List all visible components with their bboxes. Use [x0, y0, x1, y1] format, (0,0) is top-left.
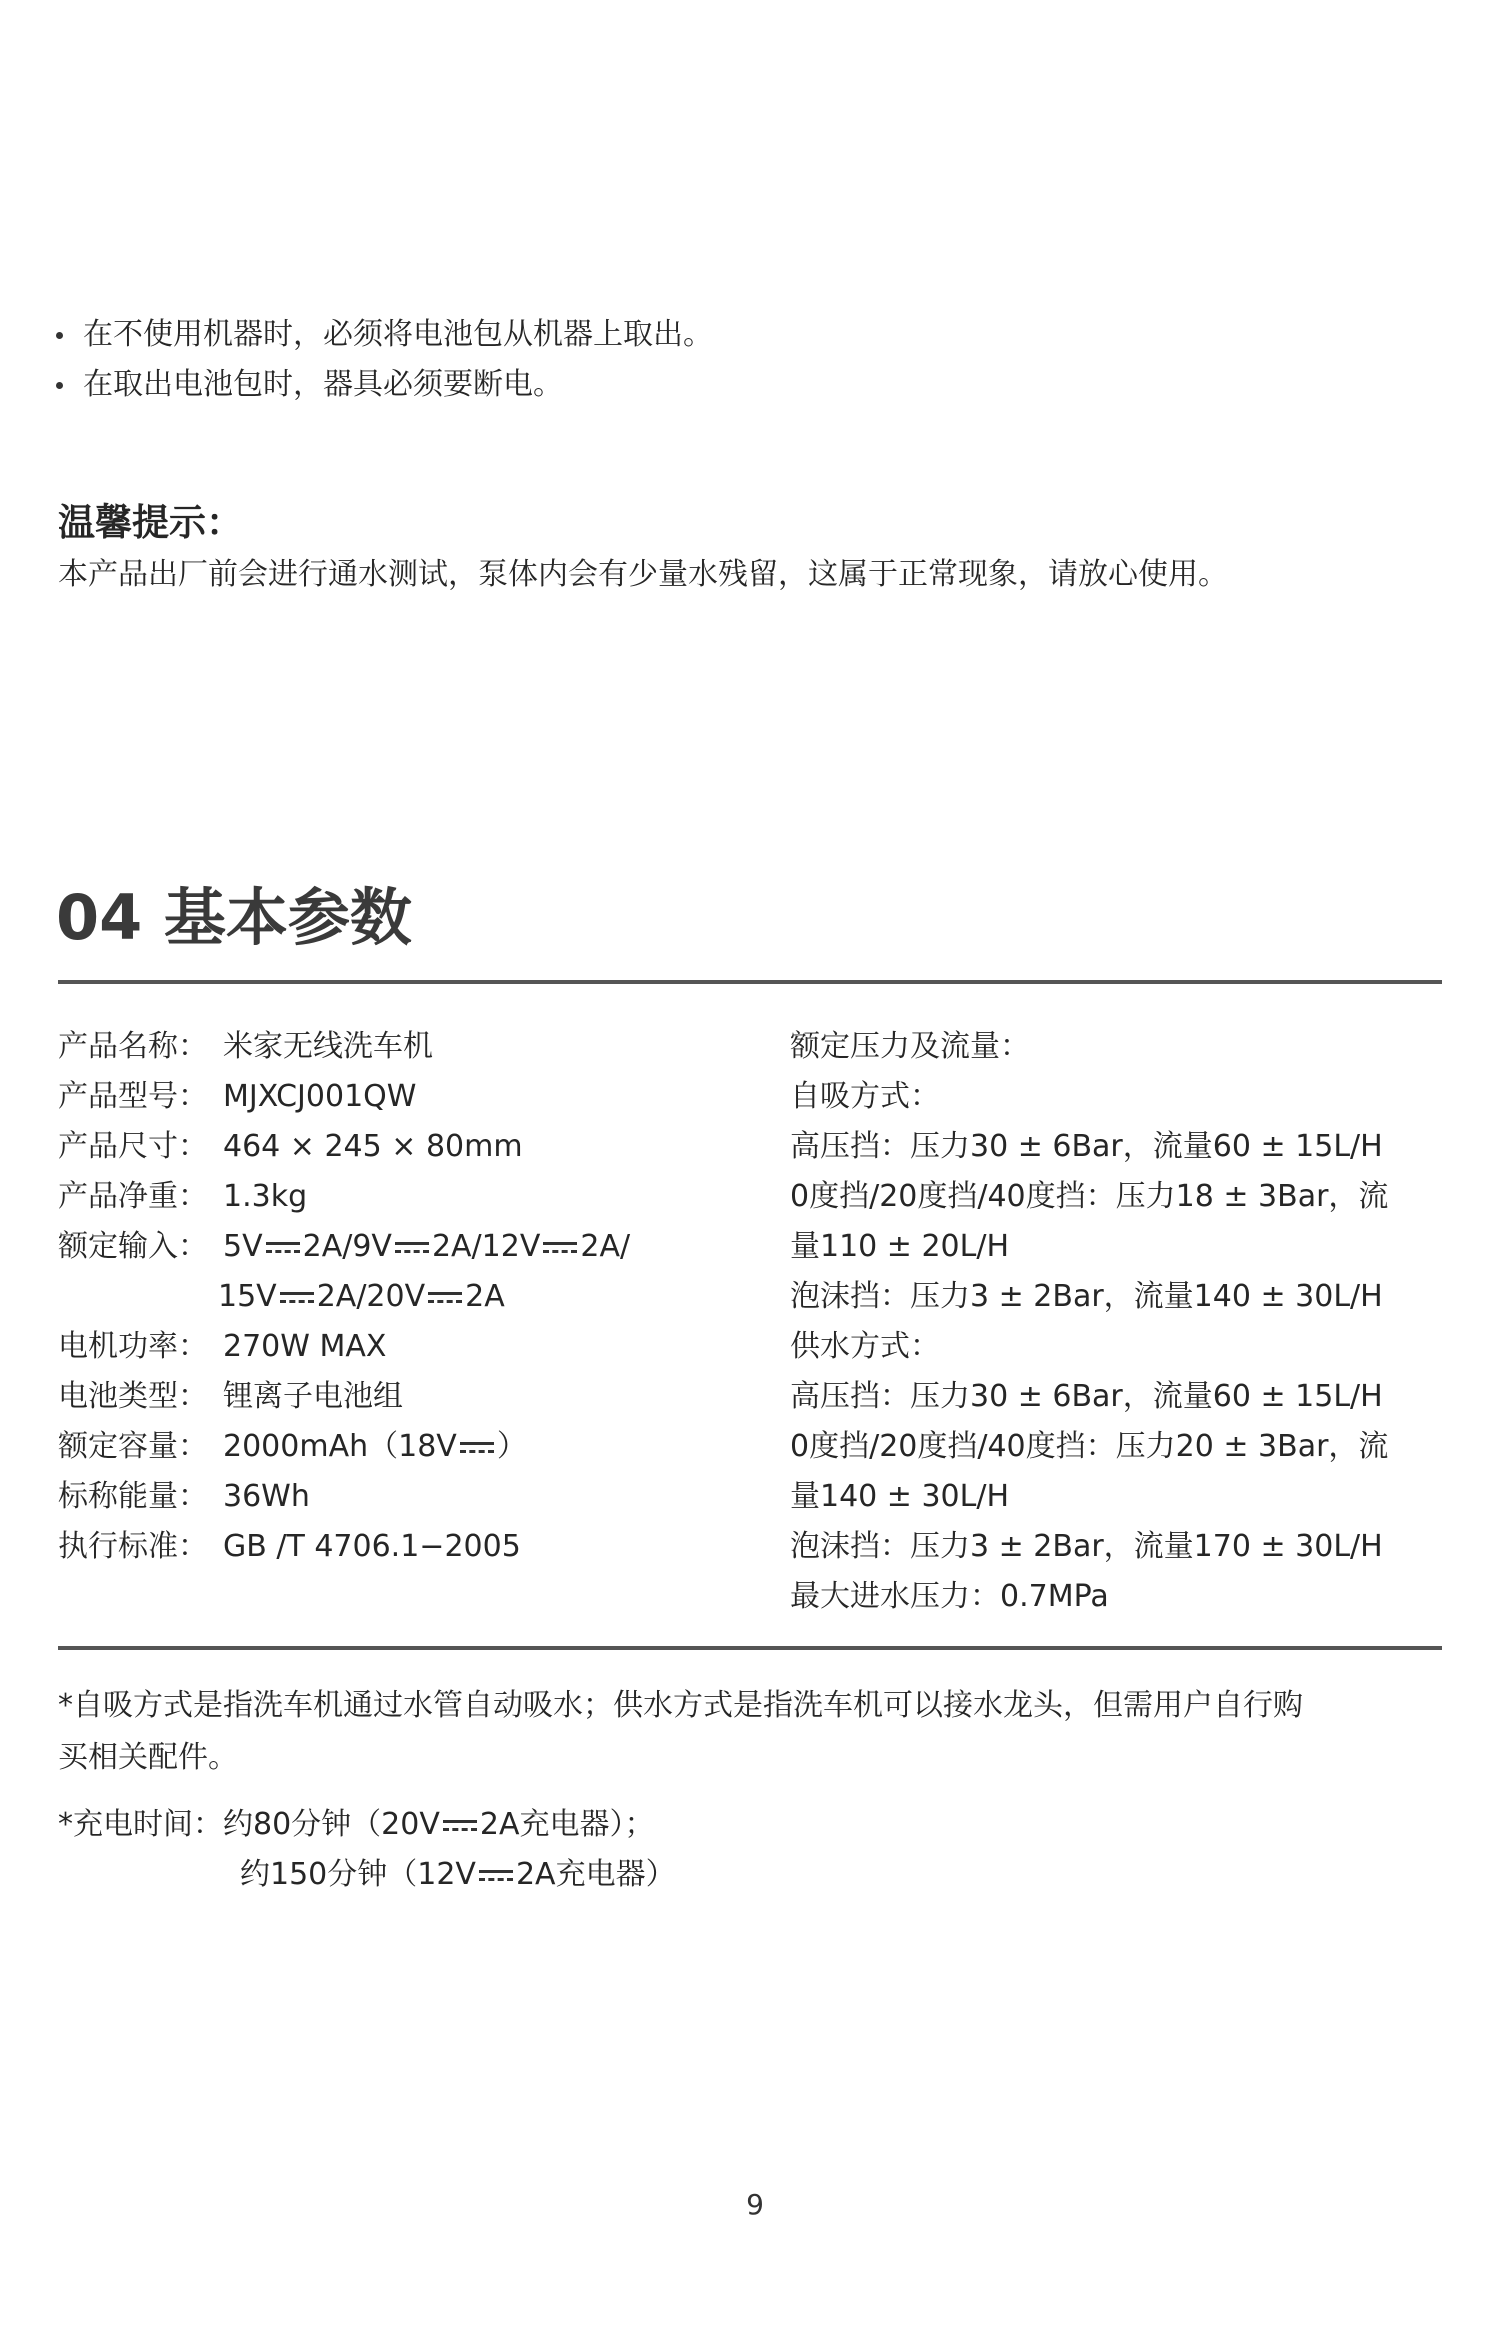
spec-value: 1.3kg: [223, 1179, 308, 1214]
bottom-divider: [58, 1646, 1442, 1650]
top-divider: [58, 980, 1442, 984]
spec-label: 执行标准：: [58, 1529, 208, 1564]
spec-value: 2A/: [580, 1229, 631, 1264]
spec-row-input: [58, 1222, 630, 1272]
spec-label: 额定输入：: [58, 1229, 208, 1264]
spec-row-standard: [58, 1522, 630, 1572]
dc-symbol-icon: [266, 1236, 300, 1258]
charge-value: 2A充电器）；: [479, 1807, 655, 1842]
spec-line: 泡沫挡：压力3 ± 2Bar，流量170 ± 30L/H: [790, 1529, 1383, 1564]
spec-label: 产品名称：: [58, 1029, 208, 1064]
spec-label: 标称能量：: [58, 1479, 208, 1514]
spec-value: 2000mAh（18V: [223, 1429, 457, 1464]
spec-row-model: [58, 1072, 630, 1122]
spec-label: 产品尺寸：: [58, 1129, 208, 1164]
page-number: 9: [746, 2188, 764, 2221]
bullet-item: [56, 310, 713, 360]
spec-row-power: [58, 1322, 630, 1372]
spec-row-energy: [58, 1472, 630, 1522]
spec-row-weight: [58, 1172, 630, 1222]
spec-line: 量140 ± 30L/H: [790, 1479, 1010, 1514]
charge-row: [58, 1850, 676, 1900]
charge-label: *充电时间：: [58, 1807, 223, 1842]
spec-label: 产品型号：: [58, 1079, 208, 1114]
spec-value: 15V: [218, 1279, 277, 1314]
spec-label: 产品净重：: [58, 1179, 208, 1214]
spec-value: ）: [496, 1429, 527, 1464]
spec-label: 额定容量：: [58, 1429, 208, 1464]
dc-symbol-icon: [543, 1236, 577, 1258]
spec-line: 0度挡/20度挡/40度挡：压力20 ± 3Bar，流: [790, 1429, 1389, 1464]
dc-symbol-icon: [395, 1236, 429, 1258]
spec-line: 额定压力及流量：: [790, 1029, 1030, 1064]
bullet-text: 在取出电池包时，器具必须要断电。: [83, 367, 563, 402]
footnote-line: *自吸方式是指洗车机通过水管自动吸水；供水方式是指洗车机可以接水龙头，但需用户自行购: [58, 1688, 1303, 1723]
charge-row: [58, 1800, 676, 1850]
spec-value: 锂离子电池组: [223, 1379, 403, 1414]
tip-heading: 温馨提示：: [58, 501, 243, 544]
spec-line: 自吸方式：: [790, 1079, 940, 1114]
spec-label: 电机功率：: [58, 1329, 208, 1364]
spec-label: 电池类型：: [58, 1379, 208, 1414]
spec-value: 2A/20V: [316, 1279, 426, 1314]
bullet-dot-icon: [56, 382, 63, 389]
spec-line: 0度挡/20度挡/40度挡：压力18 ± 3Bar，流: [790, 1179, 1389, 1214]
spec-line: 最大进水压力：0.7MPa: [790, 1579, 1109, 1614]
bullet-text: 在不使用机器时，必须将电池包从机器上取出。: [83, 317, 713, 352]
section-title: 04 基本参数: [56, 881, 412, 954]
spec-line: 供水方式：: [790, 1329, 940, 1364]
spec-row-input-cont: [58, 1272, 630, 1322]
spec-value: 270W MAX: [223, 1329, 387, 1364]
tip-body-text: 本产品出厂前会进行通水测试，泵体内会有少量水残留，这属于正常现象，请放心使用。: [58, 557, 1228, 592]
bullet-item: [56, 360, 713, 410]
charge-value: 2A充电器）: [515, 1857, 676, 1892]
spec-row-capacity: [58, 1422, 630, 1472]
spec-value: 5V: [223, 1229, 263, 1264]
spec-value: 36Wh: [223, 1479, 310, 1514]
spec-value: 2A: [465, 1279, 505, 1314]
charge-value: 约150分钟（12V: [240, 1857, 476, 1892]
dc-symbol-icon: [479, 1864, 513, 1886]
spec-line: 高压挡：压力30 ± 6Bar，流量60 ± 15L/H: [790, 1379, 1383, 1414]
dc-symbol-icon: [443, 1814, 477, 1836]
dc-symbol-icon: [280, 1286, 314, 1308]
notice-bullet-list: [56, 310, 713, 410]
bullet-dot-icon: [56, 332, 63, 339]
footnote-line: 买相关配件。: [58, 1740, 238, 1775]
dc-symbol-icon: [460, 1436, 494, 1458]
spec-row-battery: [58, 1372, 630, 1422]
spec-value: 米家无线洗车机: [223, 1029, 433, 1064]
spec-line: 量110 ± 20L/H: [790, 1229, 1010, 1264]
spec-list-left: [58, 1022, 630, 1572]
dc-symbol-icon: [428, 1286, 462, 1308]
spec-list-right: [790, 1022, 1388, 1622]
spec-row-size: [58, 1122, 630, 1172]
spec-line: 泡沫挡：压力3 ± 2Bar，流量140 ± 30L/H: [790, 1279, 1383, 1314]
spec-value: 2A/12V: [431, 1229, 541, 1264]
spec-value: GB /T 4706.1−2005: [223, 1529, 521, 1564]
charge-value: 约80分钟（20V: [223, 1807, 440, 1842]
spec-value: MJXCJ001QW: [223, 1079, 417, 1114]
spec-row-name: [58, 1022, 630, 1072]
spec-value: 464 × 245 × 80mm: [223, 1129, 523, 1164]
footnote-charge-time: [58, 1800, 676, 1900]
spec-value: 2A/9V: [302, 1229, 392, 1264]
spec-line: 高压挡：压力30 ± 6Bar，流量60 ± 15L/H: [790, 1129, 1383, 1164]
footnote-supply-mode: [58, 1680, 1303, 1784]
